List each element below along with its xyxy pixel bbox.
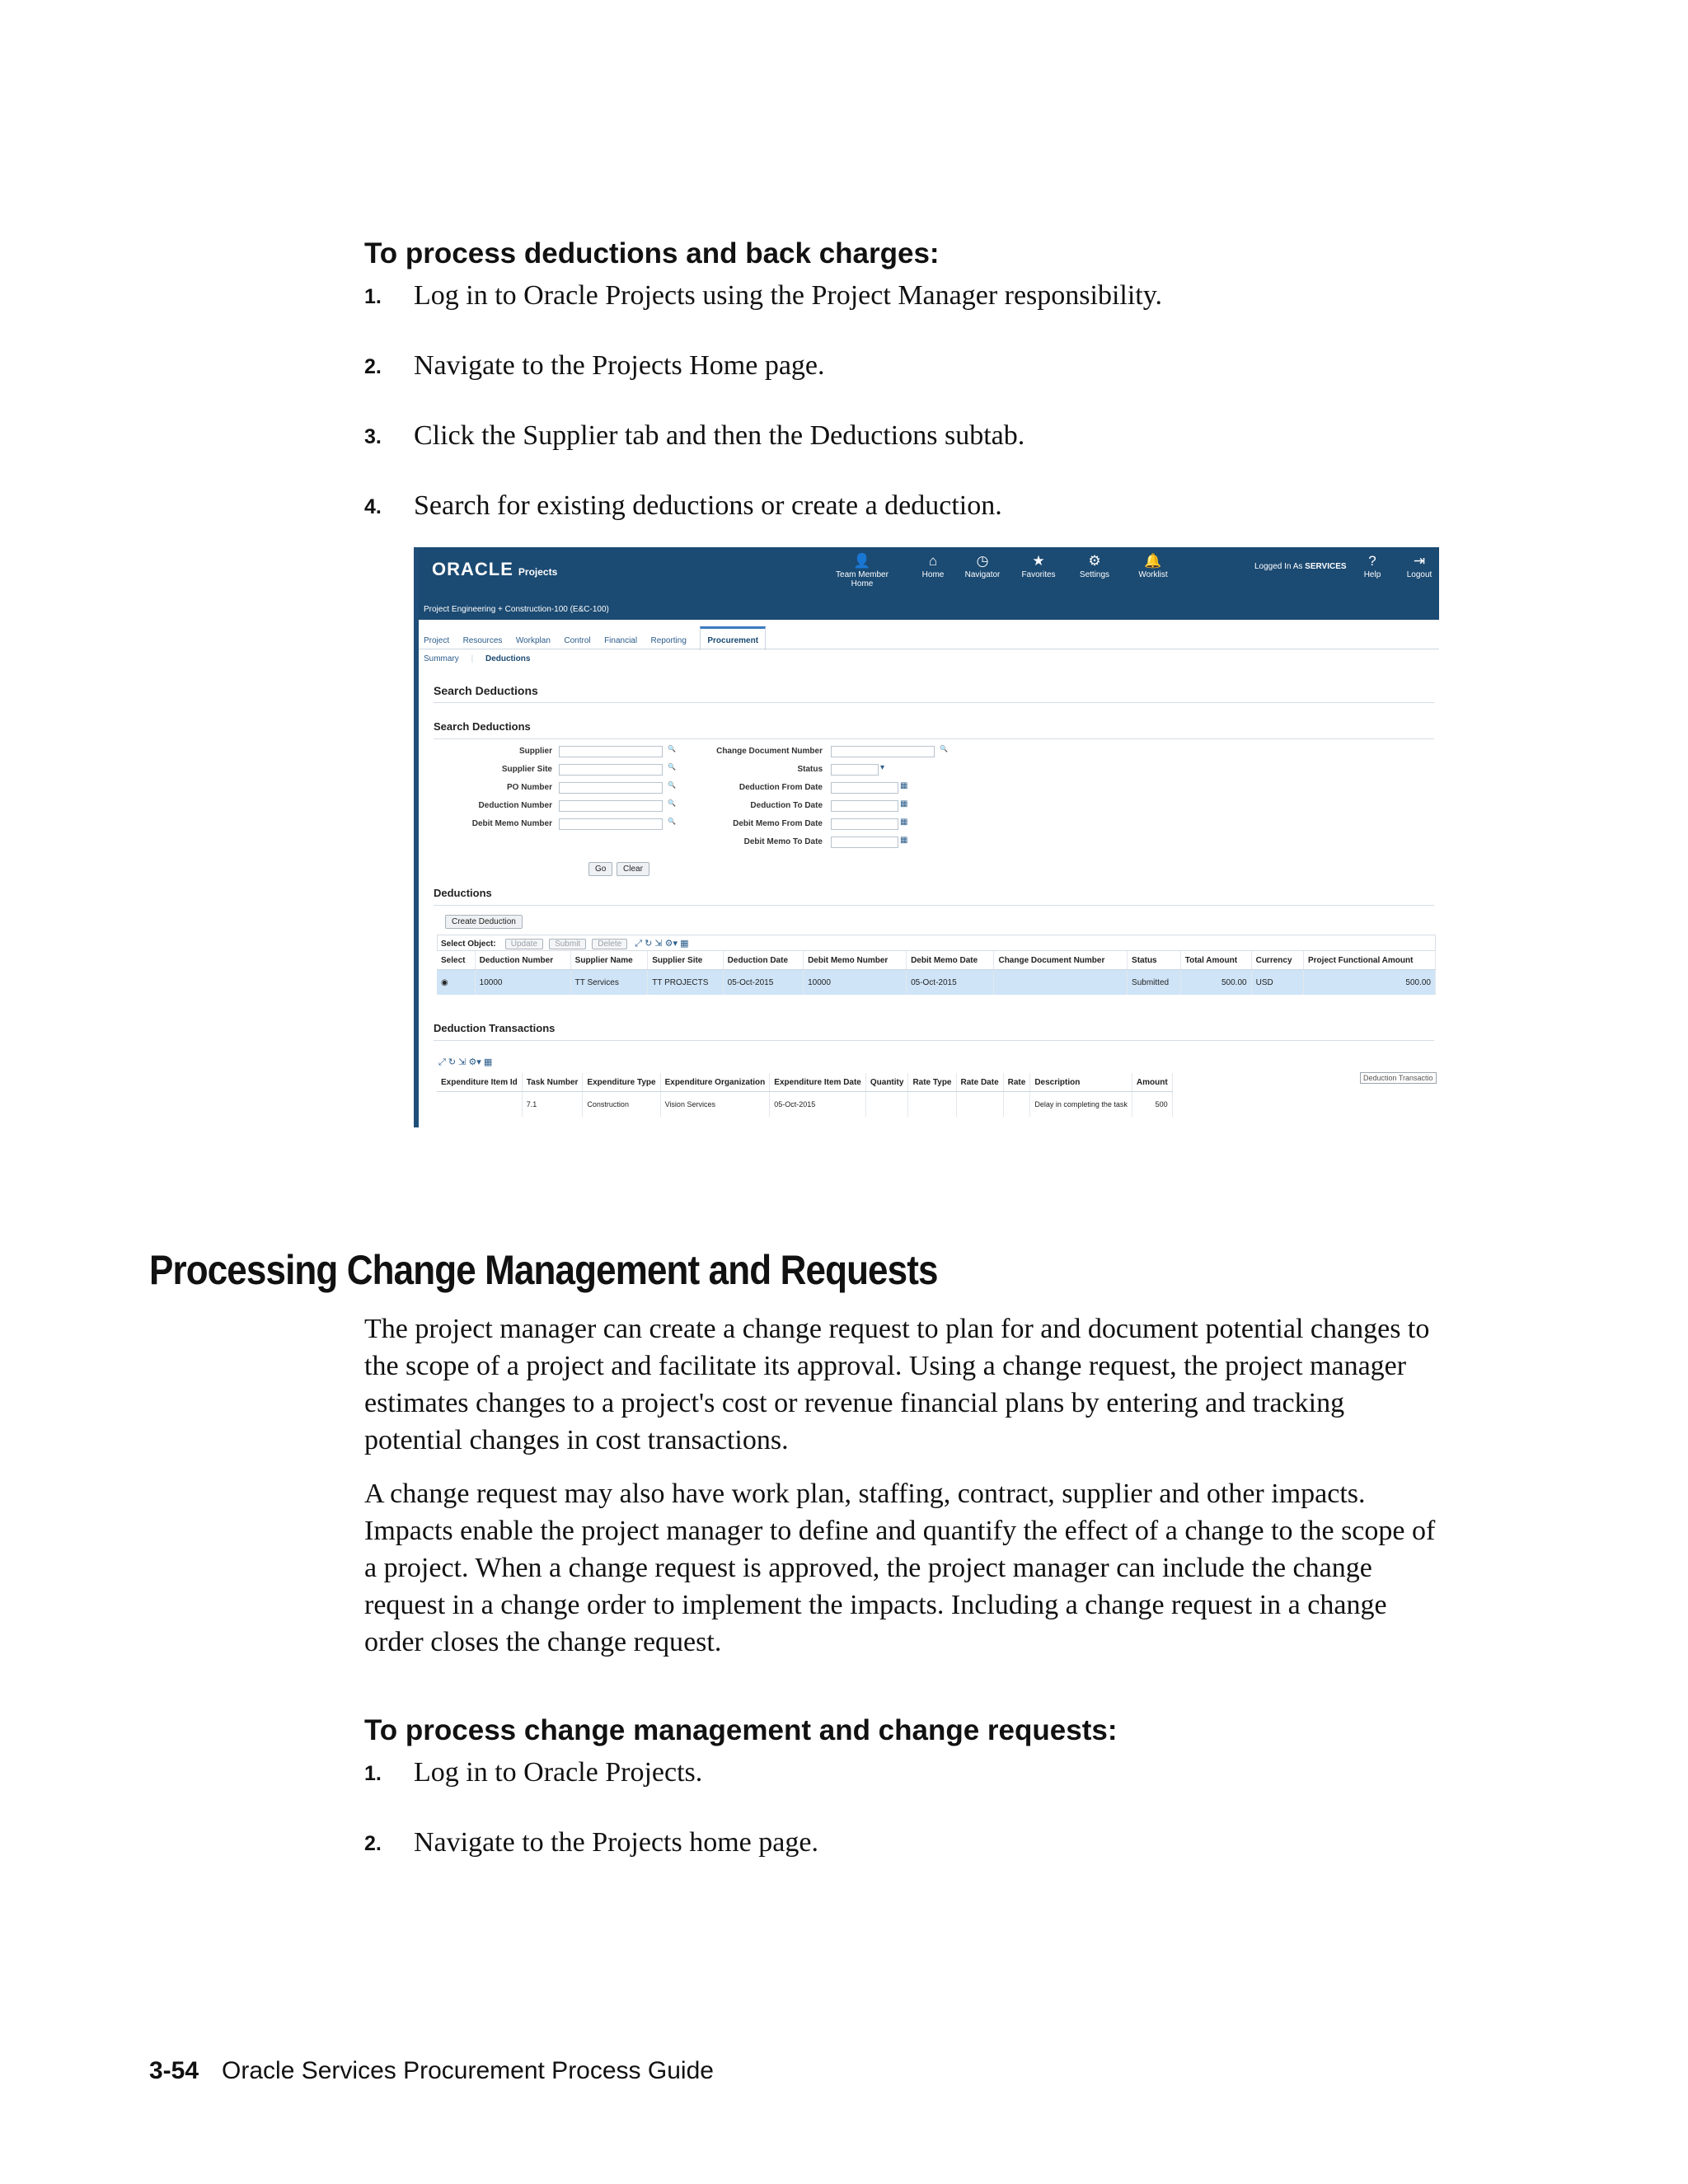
tab-procurement[interactable]: Procurement <box>700 626 766 650</box>
favorites-menu[interactable]: ★ Favorites <box>1015 552 1062 579</box>
table-cell: 500.00 <box>1304 970 1436 996</box>
step-text: Click the Supplier tab and then the Deductions subtab. <box>414 420 1025 451</box>
column-header[interactable]: Deduction Date <box>723 951 803 970</box>
field-label: Debit Memo Number <box>471 819 552 828</box>
transactions-toolbar <box>438 1057 492 1068</box>
tab-financial[interactable]: Financial <box>604 636 638 645</box>
refresh-icon[interactable]: ↻ <box>448 1057 457 1067</box>
field-input[interactable] <box>559 800 663 812</box>
table-row[interactable] <box>437 970 1436 996</box>
field-label: Deduction From Date <box>738 783 823 792</box>
divider <box>434 1040 1434 1041</box>
column-header[interactable]: Expenditure Type <box>583 1073 660 1092</box>
column-header[interactable]: Quantity <box>865 1073 908 1092</box>
field-label: Debit Memo From Date <box>733 819 823 828</box>
step-text: Navigate to the Projects home page. <box>414 1827 818 1858</box>
calendar-icon[interactable]: ▦ <box>900 781 908 790</box>
gear-icon[interactable]: ⚙▾ <box>468 1057 481 1067</box>
tab-workplan[interactable]: Workplan <box>515 636 551 645</box>
step-number: 2. <box>364 1832 382 1855</box>
column-header[interactable]: Rate Date <box>956 1073 1003 1092</box>
column-header[interactable]: Status <box>1128 951 1181 970</box>
field-input[interactable] <box>831 782 898 794</box>
top-navigation-bar <box>419 547 1439 600</box>
paragraph: The project manager can create a change request to plan for and document potential changes to the scope of a project and facilitate its approval. Using a change request, the project manager estimates changes to a project's cost or revenue financial plans by entering and tracking potential changes in cost transactions. <box>364 1314 1430 1455</box>
column-header[interactable]: Amount <box>1132 1073 1172 1092</box>
gear-icon: ⚙ <box>1088 553 1101 569</box>
chevron-down-icon[interactable]: ▾ <box>880 763 885 772</box>
field-input[interactable] <box>831 837 898 848</box>
search-icon[interactable]: 🔍 <box>668 781 676 789</box>
table-cell <box>956 1092 1003 1118</box>
column-header[interactable]: Expenditure Organization <box>660 1073 770 1092</box>
detach-icon[interactable]: ⤢ <box>635 939 643 949</box>
column-header[interactable]: Currency <box>1251 951 1303 970</box>
table-cell <box>437 1092 522 1118</box>
section-title: Processing Change Management and Requests <box>149 1247 938 1293</box>
field-label: Change Document Number <box>716 747 823 756</box>
calendar-icon[interactable]: ▦ <box>900 818 908 827</box>
column-header[interactable]: Select <box>437 951 475 970</box>
calendar-icon[interactable]: ▦ <box>900 836 908 845</box>
divider <box>434 738 1434 739</box>
table-cell: Delay in completing the task <box>1030 1092 1132 1118</box>
column-header[interactable]: Project Functional Amount <box>1304 951 1436 970</box>
table-cell <box>994 970 1128 996</box>
procedure-heading: To process deductions and back charges: <box>364 237 940 269</box>
search-icon[interactable]: 🔍 <box>668 745 676 752</box>
export-icon[interactable]: ⇲ <box>654 939 663 949</box>
column-header[interactable]: Total Amount <box>1180 951 1251 970</box>
home-link[interactable]: ⌂ Home <box>917 552 950 579</box>
columns-icon[interactable]: ▦ <box>483 1057 493 1067</box>
tooltip: Deduction Transactio <box>1360 1072 1437 1084</box>
field-label: PO Number <box>506 783 552 792</box>
search-region-title: Search Deductions <box>434 720 531 733</box>
transactions-region-title: Deduction Transactions <box>434 1022 556 1034</box>
tab-resources[interactable]: Resources <box>462 636 503 645</box>
gear-icon[interactable]: ⚙▾ <box>664 939 678 949</box>
field-input[interactable] <box>559 818 663 830</box>
table-cell: 05-Oct-2015 <box>723 970 803 996</box>
settings-menu[interactable]: ⚙ Settings <box>1073 552 1116 579</box>
field-label: Deduction To Date <box>750 801 823 810</box>
tab-reporting[interactable]: Reporting <box>650 636 687 645</box>
tab-control[interactable]: Control <box>564 636 591 645</box>
procedure-heading: To process change management and change requests: <box>364 1714 1118 1746</box>
table-cell: TT PROJECTS <box>648 970 723 996</box>
page-number: 3-54 <box>149 2057 199 2084</box>
step-number: 1. <box>364 285 382 308</box>
clear-button[interactable]: Clear <box>617 862 649 876</box>
table-cell: 05-Oct-2015 <box>907 970 994 996</box>
calendar-icon[interactable]: ▦ <box>900 799 908 808</box>
table-cell <box>1003 1092 1030 1118</box>
step-number: 2. <box>364 355 382 378</box>
page-footer <box>149 2057 714 2085</box>
deductions-region-title: Deductions <box>434 887 492 899</box>
search-icon[interactable]: 🔍 <box>668 818 676 825</box>
oracle-logo: ORACLE Projects <box>432 559 558 579</box>
go-button[interactable]: Go <box>588 862 612 876</box>
field-input[interactable] <box>831 746 935 757</box>
column-header[interactable]: Change Document Number <box>994 951 1128 970</box>
table-cell: Construction <box>583 1092 660 1118</box>
field-input[interactable] <box>831 800 898 812</box>
field-label: Deduction Number <box>478 801 552 810</box>
step-text: Search for existing deductions or create a deduction. <box>414 490 1002 521</box>
column-header[interactable]: Debit Memo Date <box>907 951 994 970</box>
submit-button[interactable]: Submit <box>549 939 586 949</box>
navigator-icon: ◷ <box>976 553 989 569</box>
field-label: Debit Memo To Date <box>743 837 823 846</box>
column-header[interactable]: Debit Memo Number <box>804 951 907 970</box>
person-icon: 👤 <box>853 553 871 569</box>
transactions-table <box>437 1073 1173 1117</box>
table-cell: USD <box>1251 970 1303 996</box>
select-object-label: Select Object: <box>441 940 496 949</box>
deductions-screenshot <box>414 547 1439 1127</box>
team-member-home-link[interactable]: 👤 Team Member Home <box>829 552 895 588</box>
table-cell <box>865 1092 908 1118</box>
paragraph: A change request may also have work plan, staffing, contract, supplier and other impacts. Impacts enable the project manager to define and quantify the effect of a change to the scope of a project. When a change request is approved, the project manager can include the change request in a change order to implement the impacts. Including a change request in a change order closes the change request. <box>364 1479 1436 1657</box>
column-header[interactable]: Supplier Name <box>570 951 648 970</box>
deductions-table <box>437 951 1436 995</box>
table-cell: 7.1 <box>522 1092 583 1118</box>
delete-button[interactable]: Delete <box>592 939 627 949</box>
guide-title: Oracle Services Procurement Process Guide <box>222 2057 714 2084</box>
divider <box>434 905 1434 906</box>
create-deduction-button[interactable]: Create Deduction <box>445 915 523 929</box>
column-header[interactable]: Rate <box>1003 1073 1030 1092</box>
search-icon[interactable]: 🔍 <box>668 763 676 771</box>
search-icon[interactable]: 🔍 <box>668 799 676 807</box>
step-text: Log in to Oracle Projects. <box>414 1757 703 1788</box>
detach-icon[interactable]: ⤢ <box>438 1057 446 1067</box>
bell-icon: 🔔 <box>1144 553 1162 569</box>
table-cell: Submitted <box>1128 970 1181 996</box>
table-cell: 10000 <box>804 970 907 996</box>
breadcrumb[interactable]: Project Engineering + Construction-100 (E&C-100) <box>424 605 609 614</box>
column-header[interactable]: Supplier Site <box>648 951 723 970</box>
page-title: Search Deductions <box>434 684 538 697</box>
column-header[interactable]: Expenditure Item Id <box>437 1073 522 1092</box>
deductions-toolbar <box>437 935 1436 951</box>
home-icon: ⌂ <box>928 553 938 569</box>
worklist-link[interactable]: 🔔 Worklist <box>1132 552 1174 579</box>
step-number: 1. <box>364 1762 382 1785</box>
table-cell: 500 <box>1132 1092 1172 1118</box>
field-label: Supplier <box>518 747 552 756</box>
column-header[interactable]: Expenditure Item Date <box>770 1073 866 1092</box>
table-cell: 500.00 <box>1180 970 1251 996</box>
columns-icon[interactable]: ▦ <box>680 939 689 949</box>
export-icon[interactable]: ⇲ <box>458 1057 467 1067</box>
field-input[interactable] <box>831 818 898 830</box>
field-input[interactable] <box>559 782 663 794</box>
field-label: Status <box>797 765 823 774</box>
table-cell: 05-Oct-2015 <box>770 1092 866 1118</box>
logout-link[interactable]: ⇥ Logout <box>1403 552 1436 579</box>
logout-icon: ⇥ <box>1413 553 1426 569</box>
table-cell: Vision Services <box>660 1092 770 1118</box>
divider <box>434 702 1434 703</box>
tab-project[interactable]: Project <box>424 636 450 645</box>
navigator-menu[interactable]: ◷ Navigator <box>959 552 1006 579</box>
field-label: Supplier Site <box>501 765 552 774</box>
tab-strip <box>424 626 776 648</box>
logged-in-as: Logged In As SERVICES <box>1254 562 1347 571</box>
column-header[interactable]: Rate Type <box>908 1073 956 1092</box>
column-header[interactable]: Task Number <box>522 1073 583 1092</box>
field-input[interactable] <box>831 764 879 776</box>
table-cell: 10000 <box>475 970 570 996</box>
refresh-icon[interactable]: ↻ <box>645 939 653 949</box>
subtab-strip: Summary | Deductions <box>424 654 531 663</box>
breadcrumb-bar <box>419 600 1439 620</box>
table-cell <box>908 1092 956 1118</box>
star-icon: ★ <box>1032 553 1045 569</box>
field-input[interactable] <box>559 764 663 776</box>
help-link[interactable]: ? Help <box>1360 552 1385 579</box>
search-icon[interactable]: 🔍 <box>940 745 948 752</box>
table-cell: TT Services <box>570 970 648 996</box>
column-header[interactable]: Deduction Number <box>475 951 570 970</box>
column-header[interactable]: Description <box>1030 1073 1132 1092</box>
step-text: Navigate to the Projects Home page. <box>414 350 825 381</box>
subtab-deductions[interactable]: Deductions <box>485 654 531 663</box>
table-cell: ◉ <box>437 970 475 996</box>
step-number: 3. <box>364 425 382 448</box>
field-input[interactable] <box>559 746 663 757</box>
subtab-summary[interactable]: Summary <box>424 654 459 663</box>
step-number: 4. <box>364 495 382 518</box>
table-row[interactable] <box>437 1092 1172 1118</box>
step-text: Log in to Oracle Projects using the Project Manager responsibility. <box>414 280 1163 311</box>
update-button[interactable]: Update <box>505 939 543 949</box>
help-icon: ? <box>1368 553 1376 569</box>
